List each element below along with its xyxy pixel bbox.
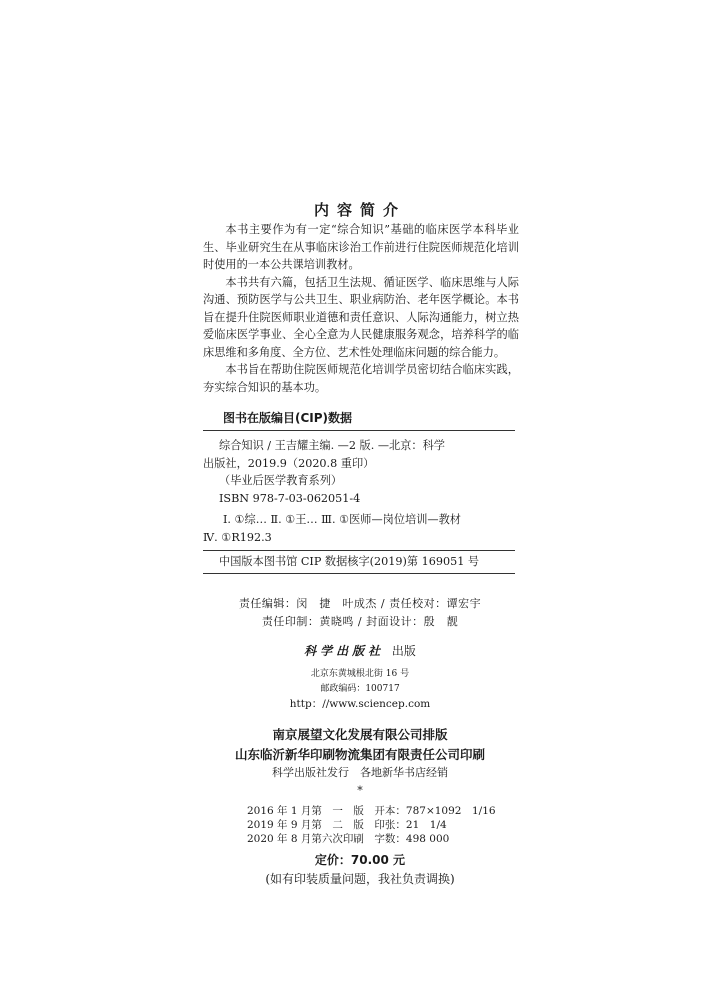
publisher-line bbox=[0, 642, 720, 659]
cip-class-line: Ⅰ. ①综… Ⅱ. ①王… Ⅲ. ①医师—岗位培训—教材 bbox=[223, 513, 461, 526]
printing-line: 2019 年 9 月第 二 版 印张：21 1/4 bbox=[247, 819, 447, 831]
cip-line: 综合知识 / 王吉耀主编. —2 版. —北京：科学 bbox=[219, 439, 445, 452]
publisher-suffix: 出版 bbox=[391, 644, 416, 658]
production-credits: 责任印制：黄晓鸣 / 封面设计：殷 靓 bbox=[261, 615, 459, 628]
publisher-logo: 科学出版社 bbox=[304, 644, 385, 658]
typesetter: 南京展望文化发展有限公司排版 bbox=[272, 727, 448, 742]
cip-heading: 图书在版编目(CIP)数据 bbox=[223, 411, 353, 425]
cip-record bbox=[203, 553, 515, 571]
summary-paragraph: 本书共有六篇，包括卫生法规、循证医学、临床思维与人际沟通、预防医学与公共卫生、职业病防治、老年医学概论。本书旨在提升住院医师职业道德和责任意识、人际沟通能力，树立热爱临床医学事业、全心全意为人民健康服务观念，培养科学的临床思维和多角度、全方位、艺术性处理临床问题的综合能力。 bbox=[203, 275, 519, 359]
cip-top-rule bbox=[203, 430, 515, 431]
cip-isbn: ISBN 978-7-03-062051-4 bbox=[219, 491, 361, 505]
cip-classification bbox=[203, 511, 515, 546]
summary-paragraph: 本书旨在帮助住院医师规范化培训学员密切结合临床实践，夯实综合知识的基本功。 bbox=[203, 363, 519, 394]
editor-credits: 责任编辑：闵 捷 叶成杰 / 责任校对：谭宏宇 bbox=[238, 597, 482, 610]
cip-middle-rule bbox=[203, 550, 515, 551]
printing-line: 2016 年 1 月第 一 版 开本：787×1092 1/16 bbox=[247, 805, 496, 817]
cip-line: 出版社，2019.9（2020.8 重印） bbox=[203, 456, 375, 470]
cip-bottom-rule bbox=[203, 573, 515, 574]
quality-notice: (如有印装质量问题，我社负责调换) bbox=[265, 872, 455, 886]
cip-line: （毕业后医学教育系列） bbox=[219, 474, 343, 487]
summary-body bbox=[203, 221, 519, 396]
printing-details bbox=[247, 804, 507, 846]
cip-class-line: Ⅳ. ①R192.3 bbox=[203, 530, 272, 544]
summary-title: 内容简介 bbox=[313, 201, 406, 219]
printer: 山东临沂新华印刷物流集团有限责任公司印刷 bbox=[234, 747, 485, 762]
publisher-postcode: 邮政编码：100717 bbox=[320, 684, 400, 694]
cip-record-number: 中国版本图书馆 CIP 数据核字(2019)第 169051 号 bbox=[219, 555, 480, 568]
summary-paragraph: 本书主要作为有一定“综合知识”基础的临床医学本科毕业生、毕业研究生在从事临床诊治工作前进行住院医师规范化培训时使用的一本公共课培训教材。 bbox=[203, 223, 519, 271]
publisher-website: http：//www.sciencep.com bbox=[289, 698, 431, 710]
cip-description bbox=[203, 437, 515, 507]
distribution: 科学出版社发行 各地新华书店经销 bbox=[272, 766, 448, 779]
separator-asterisk: * bbox=[357, 784, 363, 797]
price: 定价：70.00 元 bbox=[314, 853, 406, 867]
publisher-address: 北京东黄城根北街 16 号 bbox=[310, 669, 410, 679]
printing-line: 2020 年 8 月第六次印刷 字数：498 000 bbox=[247, 833, 450, 845]
